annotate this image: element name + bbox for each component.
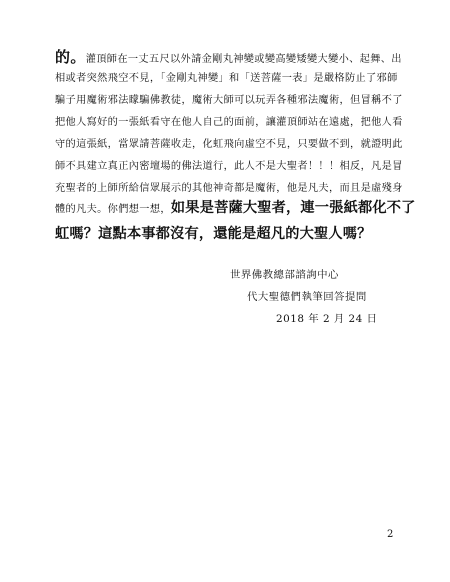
page-number: 2 bbox=[387, 529, 394, 540]
paragraph-line-1-text: 灌頂師在一丈五尺以外請金剛丸神變或變高變矮變大變小、起舞、出 bbox=[85, 54, 402, 65]
paragraph-line-5: 守的這張紙，當眾請菩薩收走，化虹飛向虛空不見，只要做不到，就證明此 bbox=[55, 139, 403, 150]
paragraph-line-3: 騙子用魔術邪法矇騙佛教徒，魔術大師可以玩弄各種邪法魔術，但冒稱不了 bbox=[55, 95, 403, 106]
paragraph-opening-bold: 的。 bbox=[55, 48, 86, 66]
paragraph-line-4: 把他人寫好的一張紙看守在他人自己的面前，讓灌頂師站在遠處，把他人看 bbox=[55, 117, 403, 128]
paragraph-line-9 bbox=[55, 227, 372, 243]
signature-date: 2018 年 2 月 24 日 bbox=[276, 313, 378, 325]
paragraph-line-9-bold: 虹嗎？這點本事都沒有，還能是超凡的大聖人嗎？ bbox=[55, 226, 372, 242]
signature-role: 代大聖德們執筆回答提問 bbox=[247, 291, 367, 303]
paragraph-line-7: 充聖者的上師所給信眾展示的其他神奇都是魔術，他是凡夫，而且是虛殘身 bbox=[55, 183, 403, 194]
paragraph-line-1 bbox=[55, 50, 402, 67]
paragraph-line-2: 相或者突然飛空不見，「金剛丸神變」和「送菩薩一表」是嚴格防止了邪師 bbox=[55, 73, 398, 84]
paragraph-line-8 bbox=[55, 201, 416, 217]
paragraph-line-8-bold: 如果是菩薩大聖者，連一張紙都化不了 bbox=[170, 200, 416, 216]
signature-org: 世界佛教總部諮詢中心 bbox=[230, 269, 339, 281]
paragraph-line-8-text: 體的凡夫。你們想一想， bbox=[55, 204, 171, 215]
paragraph-line-6: 師不具建立真正內密壇場的佛法道行，此人不是大聖者！！！相反，凡是冒 bbox=[55, 161, 403, 172]
